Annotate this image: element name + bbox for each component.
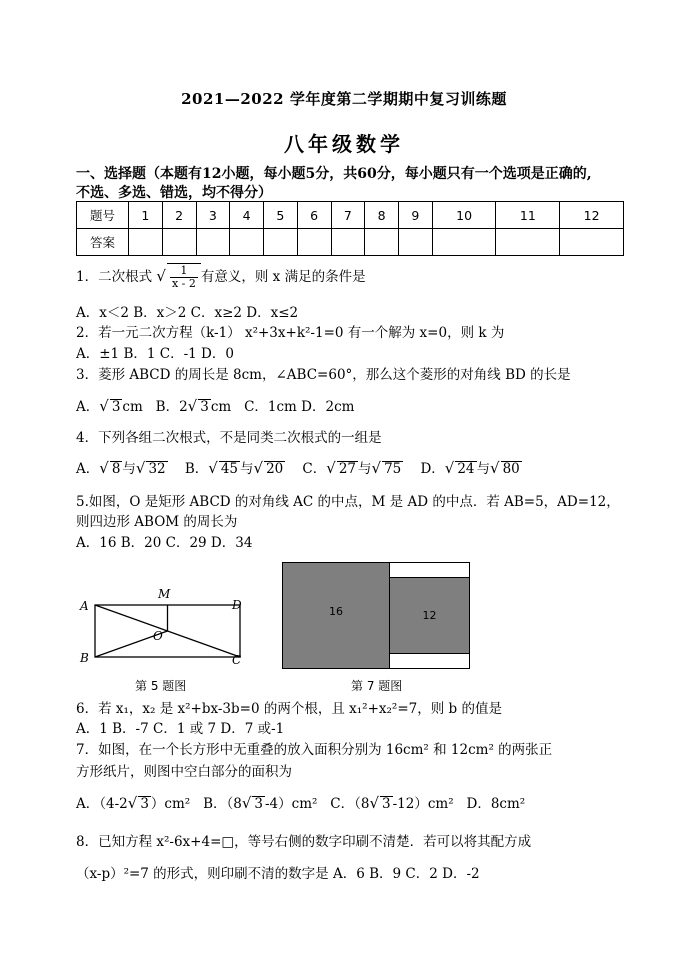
label-d: D [232,598,242,612]
answer-cell[interactable] [560,229,624,256]
square-12: 12 [390,577,469,654]
question-6: 6．若 x₁，x₂ 是 x²+bx-3b=0 的两个根，且 x₁²+x₂²=7，则 b 的值是 [76,701,502,717]
fraction: $\frac{1}{x - 2}$ [171,264,196,290]
table-cell-number: 8 [365,202,399,229]
table-cell-number: 7 [331,202,365,229]
question-3-options: A．√ 3 cm B．2√ 3 cm C．1cm D．2cm [76,397,355,415]
table-cell-number: 1 [129,202,163,229]
square-16: 16 [283,563,390,668]
question-7-line1: 7．如图，在一个长方形中无重叠的放入面积分别为 16cm² 和 12cm² 的两张正 [76,742,553,758]
figure-7-rectangle [282,562,470,669]
table-cell-number: 9 [399,202,433,229]
question-5-line1: 5.如图，O 是矩形 ABCD 的对角线 AC 的中点，M 是 AD 的中点．若 AB=5，AD=12， [76,494,620,510]
table-cell-number: 12 [560,202,624,229]
question-5-options: A．16 B．20 C．29 D．34 [76,535,253,551]
question-7-options: A．（4-2√ 3 ）cm² B．（8√ 3 -4）cm² C．（8√ 3 -12）cm² D．8cm² [76,794,526,812]
answer-cell[interactable] [399,229,433,256]
table-cell-number: 6 [297,202,331,229]
answer-cell[interactable] [162,229,196,256]
question-5-line2: 则四边形 ABOM 的周长为 [76,514,238,530]
answer-cell[interactable] [264,229,298,256]
question-4: 4．下列各组二次根式，不是同类二次根式的一组是 [76,430,382,446]
question-2-options: A．±1 B．1 C．-1 D．0 [76,346,234,362]
label-b: B [80,651,89,665]
answer-cell[interactable] [365,229,399,256]
label-c: C [232,653,242,666]
question-8-line2: （x-p）²=7 的形式，则印刷不清的数字是 A．6 B．9 C．2 D．-2 [76,866,480,882]
question-7-line2: 方形纸片，则图中空白部分的面积为 [76,764,292,780]
question-1: 1．二次根式 √ $\frac{1}{x - 2}$ 有意义，则 x 满足的条件是 [76,264,366,290]
exam-title: 2021—2022 学年度第二学期期中复习训练题 [181,90,507,108]
answer-cell[interactable] [331,229,365,256]
figure-7-caption: 第 7 题图 [351,679,403,693]
answer-table [76,201,624,256]
question-3: 3．菱形 ABCD 的周长是 8cm，∠ABC=60°，那么这个菱形的对角线 BD 的长是 [76,367,571,383]
answer-cell[interactable] [230,229,264,256]
question-2: 2．若一元二次方程（k-1） x²+3x+k²-1=0 有一个解为 x=0，则 k 为 [76,325,505,341]
figure-5-rectangle-diagram [74,584,254,666]
answer-cell[interactable] [432,229,496,256]
table-cell-number: 11 [496,202,560,229]
label-o: O [153,629,163,643]
section-heading-line2: 不选、多选、错选，均不得分） [76,185,272,201]
table-cell-number: 2 [162,202,196,229]
question-6-options: A．1 B．-7 C．1 或 7 D．7 或-1 [76,721,285,737]
answer-cell[interactable] [297,229,331,256]
question-8-line1: 8．已知方程 x²-6x+4=□，等号右侧的数字印刷不清楚．若可以将其配方成 [76,834,532,850]
table-cell-number: 3 [196,202,230,229]
label-m: M [158,587,171,601]
table-row-label: 题号 [77,202,129,229]
answer-table-number-row [77,202,624,229]
question-1-options: A．x＜2 B．x＞2 C．x≥2 D．x≤2 [76,305,299,321]
table-cell-number: 4 [230,202,264,229]
answer-cell[interactable] [129,229,163,256]
exam-subtitle: 八年级数学 [284,132,404,156]
figure-5-caption: 第 5 题图 [135,679,187,693]
answer-cell[interactable] [196,229,230,256]
answer-table-answer-row [77,229,624,256]
question-4-options: A．√ 8 与√ 32 B．√ 45 与√ 20 C．√ 27 与√ 75 D．√ 24 与√ 80 [76,459,520,477]
label-a: A [80,599,89,613]
table-cell-number: 10 [432,202,496,229]
table-cell-number: 5 [264,202,298,229]
section-heading-line1: 一、选择题（本题有12小题，每小题5分，共60分，每小题只有一个选项是正确的, [76,166,592,182]
table-row-label: 答案 [77,229,129,256]
answer-cell[interactable] [496,229,560,256]
